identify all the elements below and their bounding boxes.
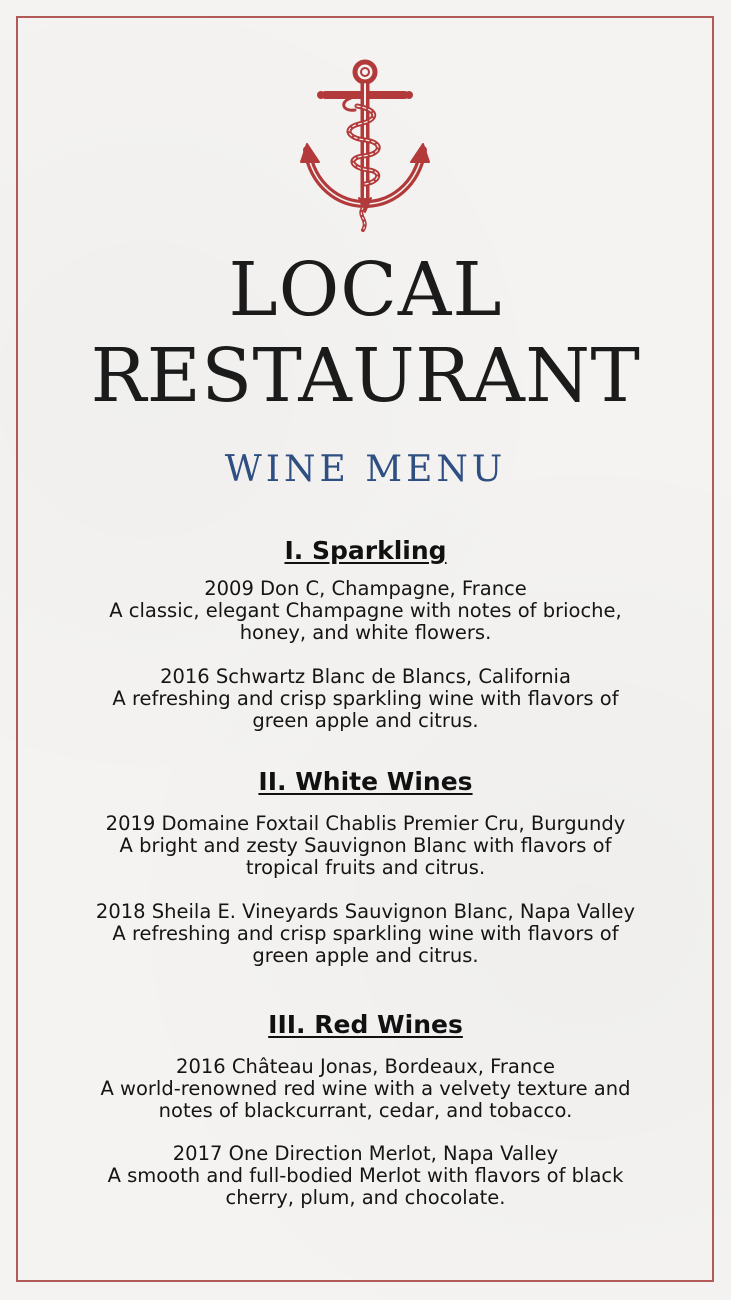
wine-entry xyxy=(0,1143,731,1209)
section-heading-sparkling: I. Sparkling xyxy=(284,536,447,565)
wine-description: A bright and zesty Sauvignon Blanc with flavors of xyxy=(119,834,612,857)
menu-subtitle: WINE MENU xyxy=(224,449,507,490)
restaurant-title-line1: LOCAL xyxy=(228,247,503,333)
wine-description: A smooth and full-bodied Merlot with flavors of black xyxy=(107,1164,624,1187)
section-heading-red-wines: III. Red Wines xyxy=(268,1010,463,1039)
wine-description: green apple and citrus. xyxy=(252,944,479,967)
wine-entry xyxy=(0,1056,731,1122)
wine-description: tropical fruits and citrus. xyxy=(245,856,486,879)
wine-entry xyxy=(0,578,731,644)
anchor-icon xyxy=(299,58,431,234)
wine-name: 2016 Château Jonas, Bordeaux, France xyxy=(176,1055,555,1078)
wine-name: 2018 Sheila E. Vineyards Sauvignon Blanc, Napa Valley xyxy=(95,900,636,923)
wine-description: A world-renowned red wine with a velvety texture and xyxy=(100,1077,631,1100)
wine-description: A refreshing and crisp sparkling wine with flavors of xyxy=(112,687,619,710)
wine-description: cherry, plum, and chocolate. xyxy=(225,1186,506,1209)
wine-entry xyxy=(0,813,731,879)
wine-name: 2009 Don C, Champagne, France xyxy=(204,577,527,600)
wine-description: green apple and citrus. xyxy=(252,709,479,732)
wine-description: honey, and white flowers. xyxy=(239,621,492,644)
wine-description: A refreshing and crisp sparkling wine with flavors of xyxy=(112,922,619,945)
wine-name: 2016 Schwartz Blanc de Blancs, California xyxy=(160,665,571,688)
wine-description: notes of blackcurrant, cedar, and tobacco. xyxy=(158,1099,573,1122)
wine-description: A classic, elegant Champagne with notes of brioche, xyxy=(109,599,622,622)
wine-entry xyxy=(0,666,731,732)
wine-name: 2017 One Direction Merlot, Napa Valley xyxy=(172,1142,559,1165)
section-heading-white-wines: II. White Wines xyxy=(258,767,473,796)
wine-entry xyxy=(0,901,731,967)
restaurant-title-line2: RESTAURANT xyxy=(90,333,641,419)
wine-name: 2019 Domaine Foxtail Chablis Premier Cru, Burgundy xyxy=(105,812,626,835)
